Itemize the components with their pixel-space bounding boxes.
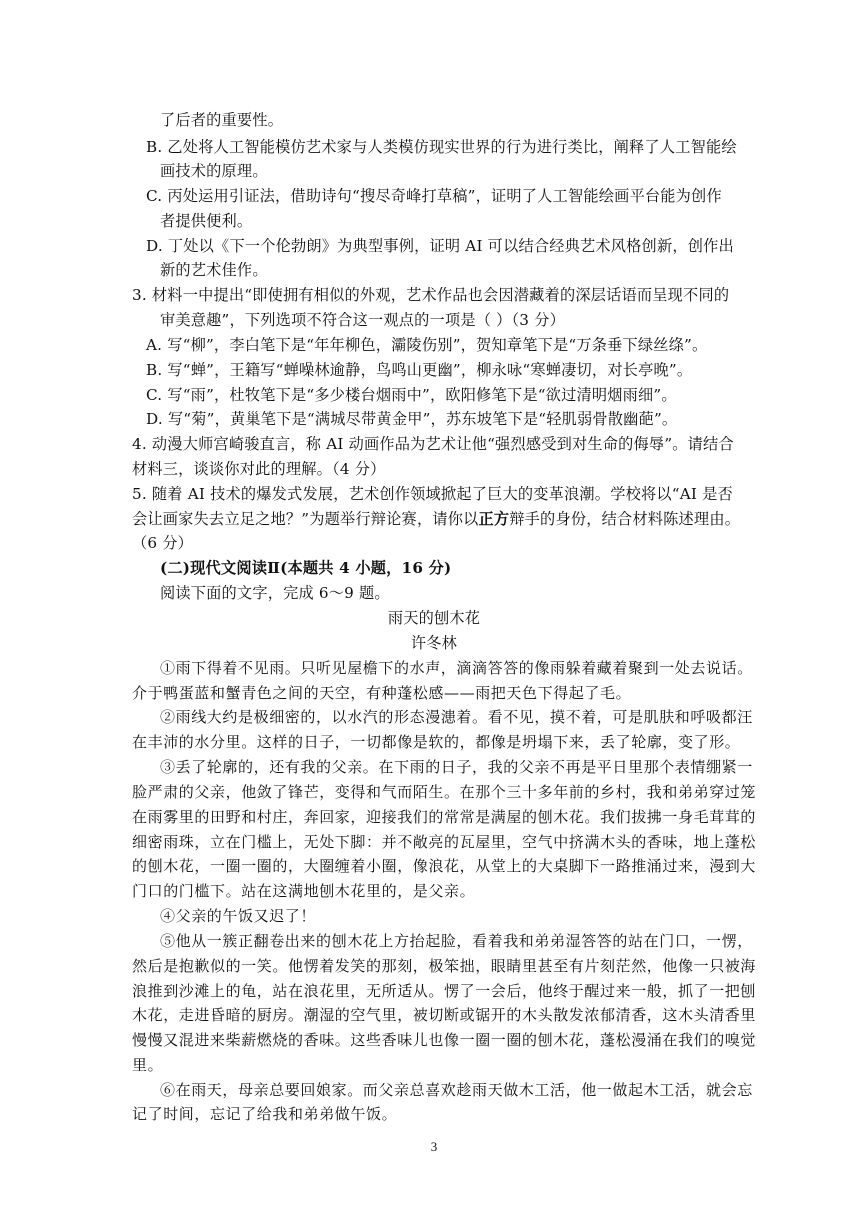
article-p1-line2: 介于鸭蛋蓝和蟹青色之间的天空，有种蓬松感——雨把天色下得起了毛。 [132,684,632,702]
article-p4-line1: ④父亲的午饭又迟了！ [160,907,317,925]
article-p1-line1: ①雨下得着不见雨。只听见屋檐下的水声，滴滴答答的像雨躲着藏着聚到一处去说话。 [160,659,753,677]
article-p2-line2: 在丰沛的水分里。这样的日子，一切都像是软的，都像是坍塌下来，丢了轮廓，变了形。 [132,733,741,751]
q2-option-c-line2: 者提供便利。 [160,212,253,230]
page-number: 3 [430,1139,438,1154]
q5-line2-text-a: 会让画家失去立足之地？”为题举行辩论赛，请你以 [132,510,479,528]
article-p3-line3: 在雨雾里的田野和村庄，奔回家，迎接我们的常常是满屋的刨木花。我们拔拂一身毛茸茸的 [132,808,757,826]
article-p5-line2: 然后是抱歉似的一笑。他愣着发笑的那刻，极笨拙，眼睛里甚至有片刻茫然，他像一只被海 [132,957,757,975]
q2-option-d-line2: 新的艺术佳作。 [160,261,268,279]
q2-option-c-line1: C. 丙处运用引证法，借助诗句“搜尽奇峰打草稿”，证明了人工智能绘画平台能为创作 [146,187,722,205]
q3-option-c: C. 写“雨”，杜牧笔下是“多少楼台烟雨中”，欧阳修笔下是“欲过清明烟雨细”。 [146,386,677,404]
article-p2-line1: ②雨线大约是极细密的，以水汽的形态漫漶着。看不见，摸不着，可是肌肤和呼吸都汪 [160,708,753,726]
q5-line2-text-b: 辩手的身份，结合材料陈述理由。 [509,510,741,528]
q3-option-d: D. 写“菊”，黄巢笔下是“满城尽带黄金甲”，苏东坡笔下是“轻肌弱骨散幽葩”。 [146,410,678,428]
q2-option-b-line2: 画技术的原理。 [160,162,268,180]
q5-emphasis-side: 正方 [478,510,510,528]
article-p3-line2: 脸严肃的父亲，他敛了锋芒，变得和气而陌生。在那个三十多年前的乡村，我和弟弟穿过笼 [132,783,757,801]
q2-option-a-continued: 了后者的重要性。 [160,111,284,129]
article-p5-line5: 慢慢又混进来柴薪燃烧的香味。这些香味儿也像一圈一圈的刨木花，蓬松漫涌在我们的嗅觉 [132,1031,757,1049]
article-p3-line4: 细密雨珠，立在门槛上，无处下脚：并不敞亮的瓦屋里，空气中挤满木头的香味，地上蓬松 [132,833,757,851]
q3-stem-line1: 3. 材料一中提出“即使拥有相似的外观，艺术作品也会因潜藏着的深层话语而呈现不同的 [132,286,730,304]
article-p5-line1: ⑤他从一簇正翻卷出来的刨木花上方抬起脸，看着我和弟弟湿答答的站在门口，一愣， [160,932,753,950]
q5-line2 [132,509,740,529]
q4-line1: 4. 动漫大师宫崎骏直言，称 AI 动画作品为艺术让他“强烈感受到对生命的侮辱”。请结合 [132,435,734,453]
q2-option-b-line1: B. 乙处将人工智能模仿艺术家与人类模仿现实世界的行为进行类比，阐释了人工智能绘 [146,138,737,156]
q3-option-a: A. 写“柳”，李白笔下是“年年柳色，灞陵伤别”，贺知章笔下是“万条垂下绿丝绦”。 [146,336,708,354]
article-author: 许冬林 [410,634,458,652]
q3-stem-line2: 审美意趣”，下列选项不符合这一观点的一项是（ ）（3 分） [160,311,565,329]
section-heading: (二)现代文阅读Ⅱ(本题共 4 小题，16 分) [160,559,452,577]
article-p6-line1: ⑥在雨天，母亲总要回娘家。而父亲总喜欢趁雨天做木工活，他一做起木工活，就会忘 [160,1081,753,1099]
article-p3-line5: 的刨木花，一圈一圈的，大圈缠着小圈，像浪花，从堂上的大桌脚下一路推涌过来，漫到大 [132,857,757,875]
q4-line2: 材料三，谈谈你对此的理解。（4 分） [132,460,386,478]
article-title: 雨天的刨木花 [387,609,481,627]
article-p5-line6: 里。 [132,1056,164,1074]
article-p6-line2: 记了时间，忘记了给我和弟弟做午饭。 [132,1105,398,1123]
q5-line1: 5. 随着 AI 技术的爆发式发展，艺术创作领域掀起了巨大的变革浪潮。学校将以“AI 是否 [132,485,733,503]
section-instruction: 阅读下面的文字，完成 6～9 题。 [160,584,390,602]
q2-option-d-line1: D. 丁处以《下一个伦勃朗》为典型事例，证明 AI 可以结合经典艺术风格创新，创作出 [146,237,734,255]
article-p3-line6: 门口的门槛下。站在这满地刨木花里的，是父亲。 [132,882,476,900]
q5-line3: （6 分） [132,534,194,552]
q3-option-b: B. 写“蝉”，王籍写“蝉噪林逾静，鸟鸣山更幽”，柳永咏“寒蝉凄切，对长亭晚”。 [146,361,693,379]
article-p3-line1: ③丢了轮廓的，还有我的父亲。在下雨的日子，我的父亲不再是平日里那个表情绷紧一 [160,758,753,776]
article-p5-line4: 木花，走进昏暗的厨房。潮湿的空气里，被切断或锯开的木头散发浓郁清香，这木头清香里 [132,1006,757,1024]
article-p5-line3: 浪推到沙滩上的龟，站在浪花里，无所适从。愣了一会后，他终于醒过来一般，抓了一把刨 [132,982,757,1000]
